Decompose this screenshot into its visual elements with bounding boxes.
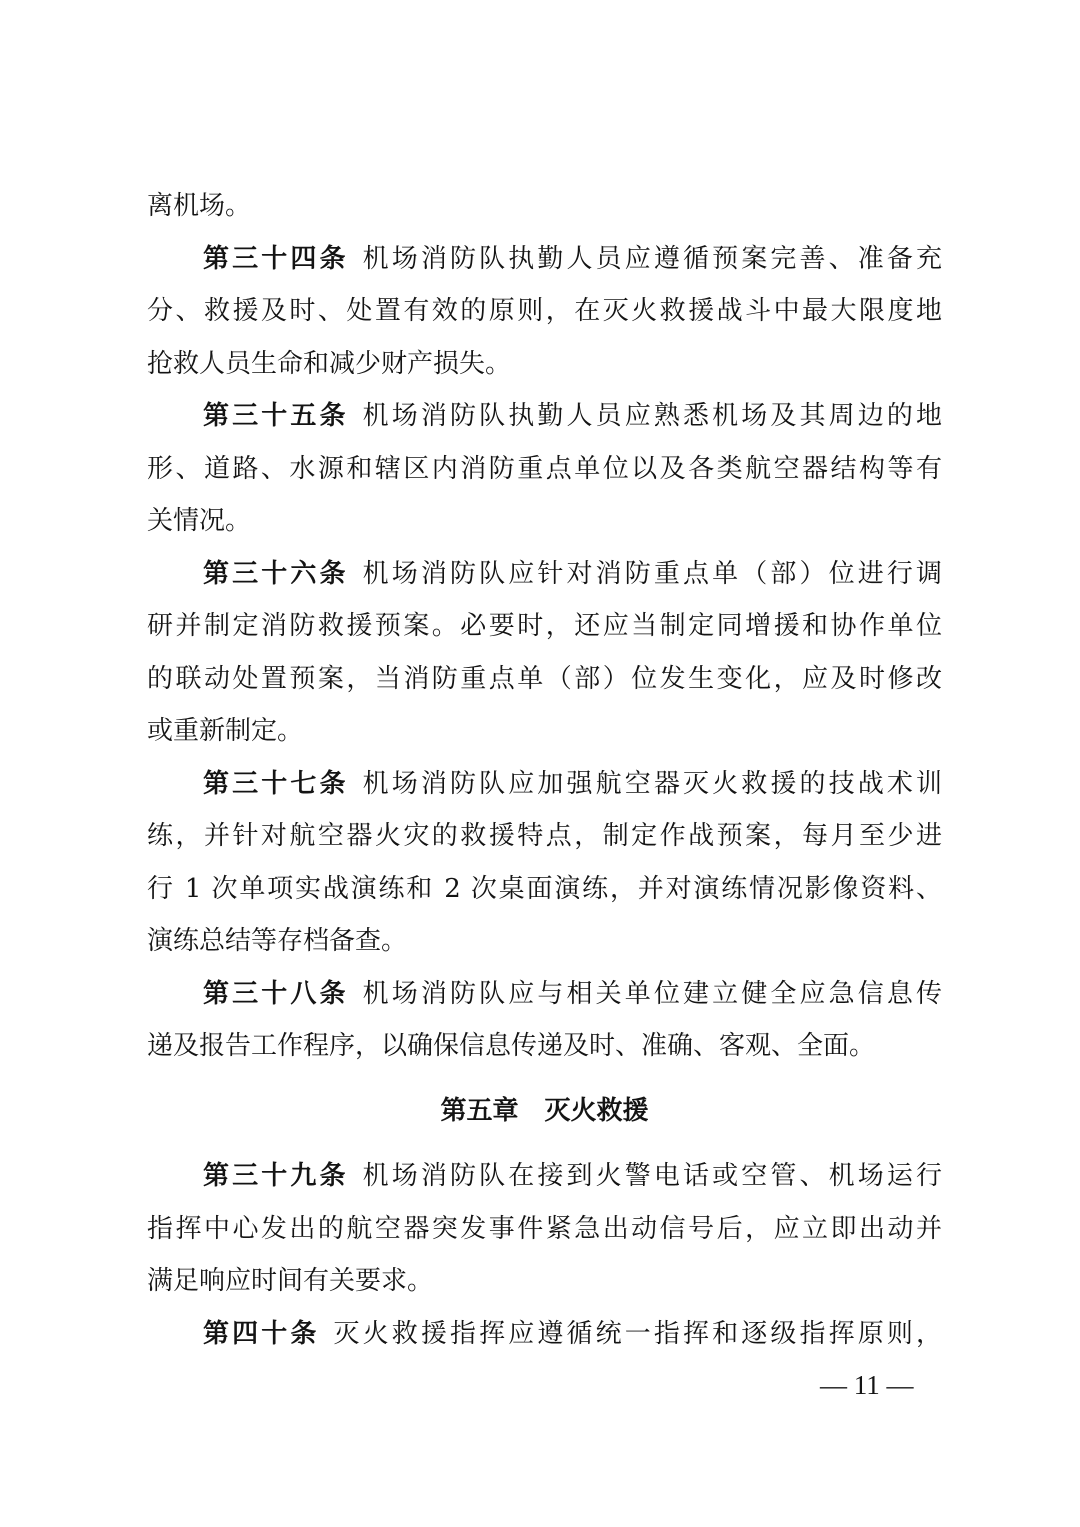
article-text: 机场消防队执勤人员应遵循预案完善、准备充 (362, 243, 942, 274)
article-number: 第三十七条 (203, 768, 349, 799)
page-number: — 11 — (820, 1370, 914, 1400)
article-line (147, 233, 942, 286)
article-text: 灭火救援指挥应遵循统一指挥和逐级指挥原则， (333, 1318, 942, 1349)
text-line: 形、道路、水源和辖区内消防重点单位以及各类航空器结构等有 (147, 453, 942, 484)
article-number: 第三十四条 (203, 243, 349, 274)
article-number: 第三十八条 (203, 978, 349, 1009)
text-line: 或重新制定。 (147, 716, 304, 746)
text-line: 分、救援及时、处置有效的原则，在灭火救援战斗中最大限度地 (147, 296, 942, 326)
article-number: 第四十条 (203, 1318, 320, 1349)
article-text: 机场消防队应针对消防重点单（部）位进行调 (362, 558, 942, 589)
text-line: 练，并针对航空器火灾的救援特点，制定作战预案，每月至少进 (147, 821, 942, 851)
body-text-bottom (147, 1150, 942, 1360)
article-text: 机场消防队应加强航空器灭火救援的技战术训 (362, 768, 942, 799)
text-line: 满足响应时间有关要求。 (147, 1266, 434, 1296)
article-line (147, 968, 942, 1021)
article-line (147, 1150, 942, 1203)
article-number: 第三十九条 (203, 1161, 349, 1191)
article-line (147, 1308, 942, 1361)
article-line (147, 548, 942, 601)
article-number: 第三十六条 (203, 558, 349, 589)
article-number: 第三十五条 (203, 401, 349, 431)
text-line: 关情况。 (147, 506, 252, 536)
chapter-heading: 第五章 灭火救援 (440, 1096, 649, 1126)
text-line: 递及报告工作程序，以确保信息传递及时、准确、客观、全面。 (147, 1031, 876, 1061)
article-text: 机场消防队在接到火警电话或空管、机场运行 (362, 1161, 942, 1191)
body-text-top (147, 180, 942, 1073)
article-line (147, 390, 942, 443)
text-line: 演练总结等存档备查。 (147, 926, 408, 956)
text-line: 的联动处置预案，当消防重点单（部）位发生变化，应及时修改 (147, 663, 942, 694)
text-line: 行 1 次单项实战演练和 2 次桌面演练，并对演练情况影像资料、 (147, 873, 942, 904)
text-line: 抢救人员生命和减少财产损失。 (147, 348, 512, 379)
text-line: 研并制定消防救援预案。必要时，还应当制定同增援和协作单位 (147, 611, 942, 641)
text-line: 离机场。 (147, 191, 252, 221)
text-line: 指挥中心发出的航空器突发事件紧急出动信号后，应立即出动并 (147, 1213, 942, 1244)
article-line (147, 758, 942, 811)
article-text: 机场消防队应与相关单位建立健全应急信息传 (362, 978, 942, 1009)
article-text: 机场消防队执勤人员应熟悉机场及其周边的地 (362, 401, 942, 431)
